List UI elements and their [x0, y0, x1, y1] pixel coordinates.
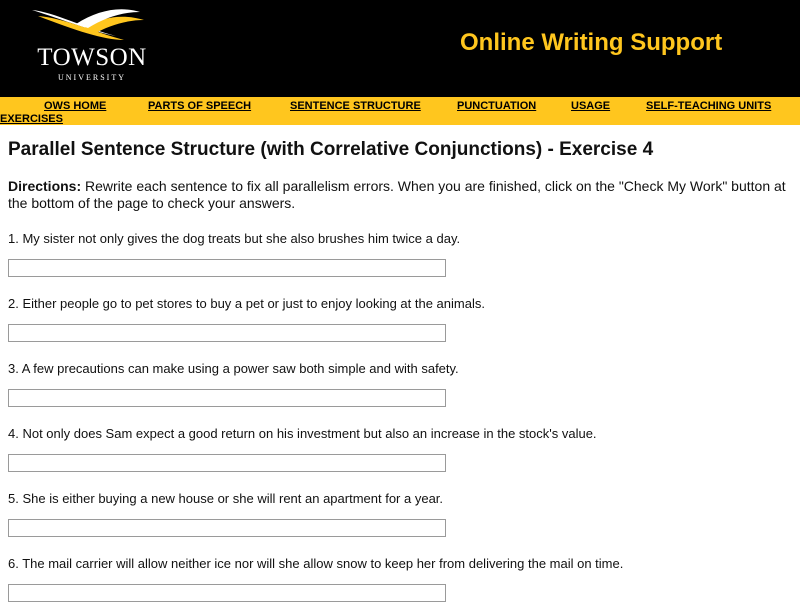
question-text: 4. Not only does Sam expect a good return on his investment but also an increase in the stock's value.: [8, 426, 597, 441]
nav-usage[interactable]: USAGE: [571, 100, 611, 112]
site-title: Online Writing Support: [460, 29, 723, 56]
question-6: [8, 556, 792, 602]
nav-punctuation[interactable]: PUNCTUATION: [457, 100, 537, 112]
directions-text: Rewrite each sentence to fix all parallelism errors. When you are finished, click on the "Check My Work" button at the bottom of the page to check your answers.: [8, 178, 786, 211]
answer-input-4[interactable]: [8, 454, 446, 472]
logo-subtitle: UNIVERSITY: [58, 73, 126, 82]
question-text: 5. She is either buying a new house or she will rent an apartment for a year.: [8, 491, 444, 506]
logo-wordmark: TOWSON: [37, 44, 147, 71]
question-text: 3. A few precautions can make using a power saw both simple and with safety.: [8, 361, 459, 376]
question-text: 1. My sister not only gives the dog treats but she also brushes him twice a day.: [8, 231, 461, 246]
question-2: [8, 296, 792, 342]
nav-exercises[interactable]: EXERCISES: [0, 113, 63, 125]
answer-input-5[interactable]: [8, 519, 446, 537]
flame-icon: [24, 6, 154, 46]
question-text: 6. The mail carrier will allow neither ice nor will she allow snow to keep her from delivering the mail on time.: [8, 556, 624, 571]
nav-bar: [0, 97, 800, 125]
nav-sentence-structure[interactable]: SENTENCE STRUCTURE: [290, 100, 421, 112]
nav-parts-of-speech[interactable]: PARTS OF SPEECH: [148, 100, 252, 112]
question-4: [8, 426, 792, 472]
nav-self-teaching-units[interactable]: SELF-TEACHING UNITS: [646, 100, 772, 112]
towson-logo[interactable]: [24, 6, 154, 86]
page-title: Parallel Sentence Structure (with Correlative Conjunctions) - Exercise 4: [8, 139, 654, 160]
site-header: [0, 0, 800, 97]
answer-input-1[interactable]: [8, 259, 446, 277]
question-text: 2. Either people go to pet stores to buy a pet or just to enjoy looking at the animals.: [8, 296, 485, 311]
answer-input-3[interactable]: [8, 389, 446, 407]
answer-input-6[interactable]: [8, 584, 446, 602]
question-5: [8, 491, 792, 537]
directions-label: Directions:: [8, 178, 82, 194]
directions: [8, 178, 792, 212]
question-3: [8, 361, 792, 407]
answer-input-2[interactable]: [8, 324, 446, 342]
question-1: [8, 231, 792, 277]
nav-ows-home[interactable]: OWS HOME: [44, 100, 107, 112]
main-content: [0, 139, 800, 602]
